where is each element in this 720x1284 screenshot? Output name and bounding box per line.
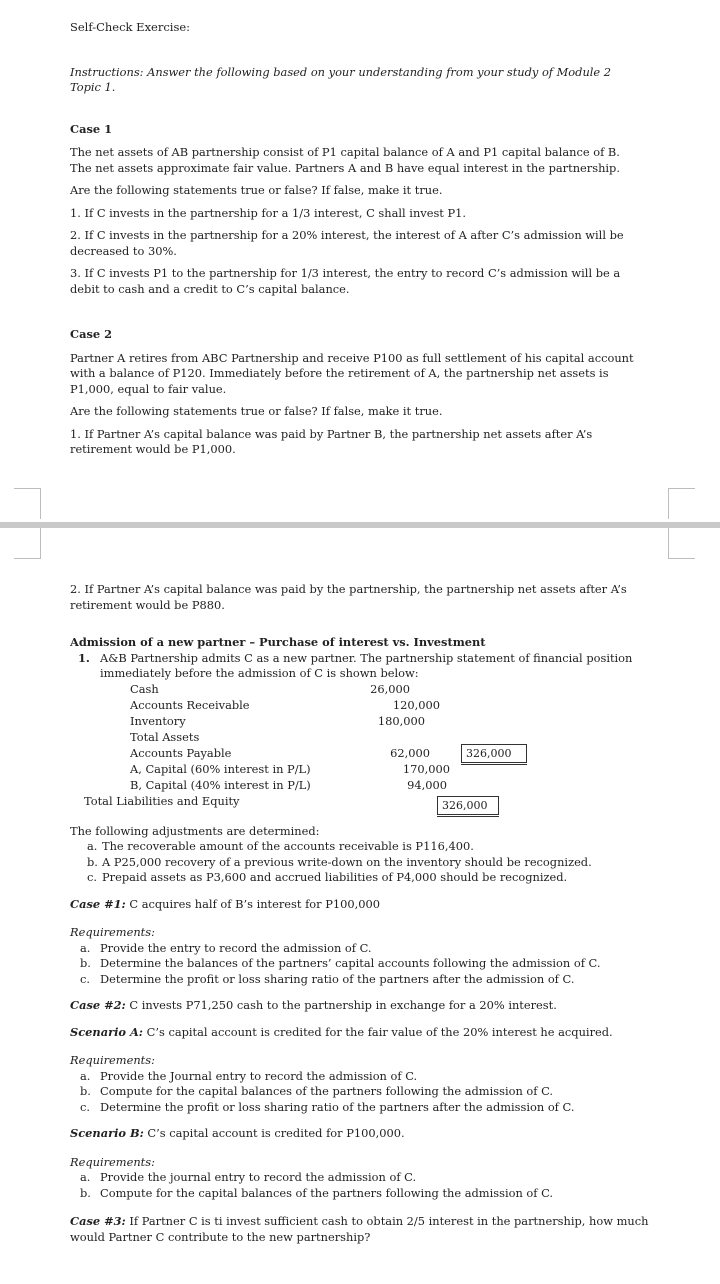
list-item: b. Compute for the capital balances of the partners following the admission of C. <box>80 1084 554 1098</box>
case1-statement-1: 1. If C invests in the partnership for a 1/3 interest, C shall invest P1. <box>70 205 467 220</box>
cash-value: 26,000 <box>370 681 410 696</box>
list-item: c. Determine the profit or loss sharing ratio of the partners after the admission of C. <box>80 1099 575 1114</box>
case2-scenario: Case #2: C invests P71,250 cash to the partnership in exchange for a 20% interest. <box>70 998 557 1012</box>
document-page-1 <box>0 0 720 522</box>
scenario-a-requirements <box>70 1069 636 1116</box>
case3-scenario: Case #3: If Partner C is ti invest sufficient cash to obtain 2/5 interest in the partnership, how much would Partner C contribute to the new partnership? <box>70 1214 649 1244</box>
b-capital-value: 94,000 <box>407 777 447 792</box>
accounts-receivable-label: Accounts Receivable <box>130 697 250 712</box>
case2-intro: Partner A retires from ABC Partnership and receive P100 as full settlement of his capital account with a balance of P120. Immediately before the retirement of A, the partnership net assets is P1,000, equal to fair value. <box>70 350 634 396</box>
case1-intro: The net assets of AB partnership consist of P1 capital balance of A and P1 capital balance of B. The net assets approximate fair value. Partners A and B have equal interest in the partnership. <box>70 145 620 175</box>
inventory-value: 180,000 <box>377 713 425 728</box>
item-number: 1. <box>78 650 90 665</box>
list-item: a. Provide the journal entry to record the admission of C. <box>80 1170 417 1184</box>
case1-question: Are the following statements true or false? If false, make it true. <box>70 183 443 197</box>
accounts-payable-label: Accounts Payable <box>130 745 232 760</box>
page-corner-mark-left <box>14 528 41 559</box>
cash-label: Cash <box>130 681 159 696</box>
admission-item-1 <box>70 651 636 682</box>
page-corner-mark-left <box>14 488 41 519</box>
page-title: Self-Check Exercise: <box>70 20 191 34</box>
case2-statement-2: 2. If Partner A’s capital balance was paid by the partnership, the partnership net assets after A’s retirement would be P880. <box>70 582 627 612</box>
case1-statement-2: 2. If C invests in the partnership for a 20% interest, the interest of A after C’s admission will be decreased to 30%. <box>70 228 624 258</box>
total-liabilities-equity-value: 326,000 <box>437 796 499 815</box>
instructions: Instructions: Answer the following based on your understanding from your study of Module 2 Topic 1. <box>70 64 612 94</box>
a-capital-label: A, Capital (60% interest in P/L) <box>130 761 311 776</box>
b-capital-label: B, Capital (40% interest in P/L) <box>130 777 311 792</box>
list-item: b. A P25,000 recovery of a previous write-down on the inventory should be recognized. <box>87 854 592 869</box>
double-underline <box>461 764 527 765</box>
list-item: c. Prepaid assets as P3,600 and accrued liabilities of P4,000 should be recognized. <box>87 870 568 884</box>
list-item: b. Determine the balances of the partners’ capital accounts following the admission of C. <box>80 956 601 970</box>
total-assets-label: Total Assets <box>130 729 200 744</box>
case1-statement-3: 3. If C invests P1 to the partnership for 1/3 interest, the entry to record C’s admission will be a debit to cash and a credit to C’s capital balance. <box>70 266 621 296</box>
page1-content <box>70 20 636 458</box>
accounts-receivable-value: 120,000 <box>392 697 440 712</box>
requirements-label: Requirements: <box>70 925 155 939</box>
item-1-text: A&B Partnership admits C as a new partner. The partnership statement of financial position immediately before the admission of C is shown below: <box>100 650 633 680</box>
case1-heading: Case 1 <box>70 121 112 136</box>
list-item: a. The recoverable amount of the accounts receivable is P116,400. <box>87 839 474 853</box>
list-item: a. Provide the entry to record the admission of C. <box>80 940 372 955</box>
case2-heading: Case 2 <box>70 327 112 341</box>
accounts-payable-value: 62,000 <box>390 745 430 760</box>
case2-question: Are the following statements true or false? If false, make it true. <box>70 404 443 418</box>
document-page-2 <box>0 528 720 1284</box>
requirements-label: Requirements: <box>70 1154 155 1169</box>
total-assets-value: 326,000 <box>461 744 527 763</box>
a-capital-value: 170,000 <box>402 761 450 776</box>
page2-content <box>70 582 649 1245</box>
case1-scenario: Case #1: C acquires half of B’s interest for P100,000 <box>70 896 380 911</box>
double-underline <box>437 816 499 817</box>
total-liabilities-equity-label: Total Liabilities and Equity <box>84 793 240 808</box>
adjustments-list <box>70 839 636 886</box>
scenario-b: Scenario B: C’s capital account is credited for P100,000. <box>70 1126 405 1140</box>
scenario-b-requirements <box>70 1170 636 1201</box>
list-item: c. Determine the profit or loss sharing ratio of the partners after the admission of C. <box>80 971 575 986</box>
list-item: b. Compute for the capital balances of the partners following the admission of C. <box>80 1185 554 1200</box>
requirements-label: Requirements: <box>70 1053 155 1067</box>
adjustments-intro: The following adjustments are determined: <box>70 823 320 838</box>
inventory-label: Inventory <box>130 713 186 728</box>
page-corner-mark-right <box>668 528 695 559</box>
case2-statement-1: 1. If Partner A’s capital balance was paid by Partner B, the partnership net assets after A’s retirement would be P1,000. <box>70 426 593 456</box>
page-corner-mark-right <box>668 488 695 519</box>
financial-position-statement <box>70 682 636 822</box>
admission-heading: Admission of a new partner – Purchase of interest vs. Investment <box>70 635 486 649</box>
scenario-a: Scenario A: C’s capital account is credited for the fair value of the 20% interest he acquired. <box>70 1024 613 1039</box>
case1-requirements <box>70 941 636 988</box>
list-item: a. Provide the Journal entry to record the admission of C. <box>80 1068 418 1083</box>
